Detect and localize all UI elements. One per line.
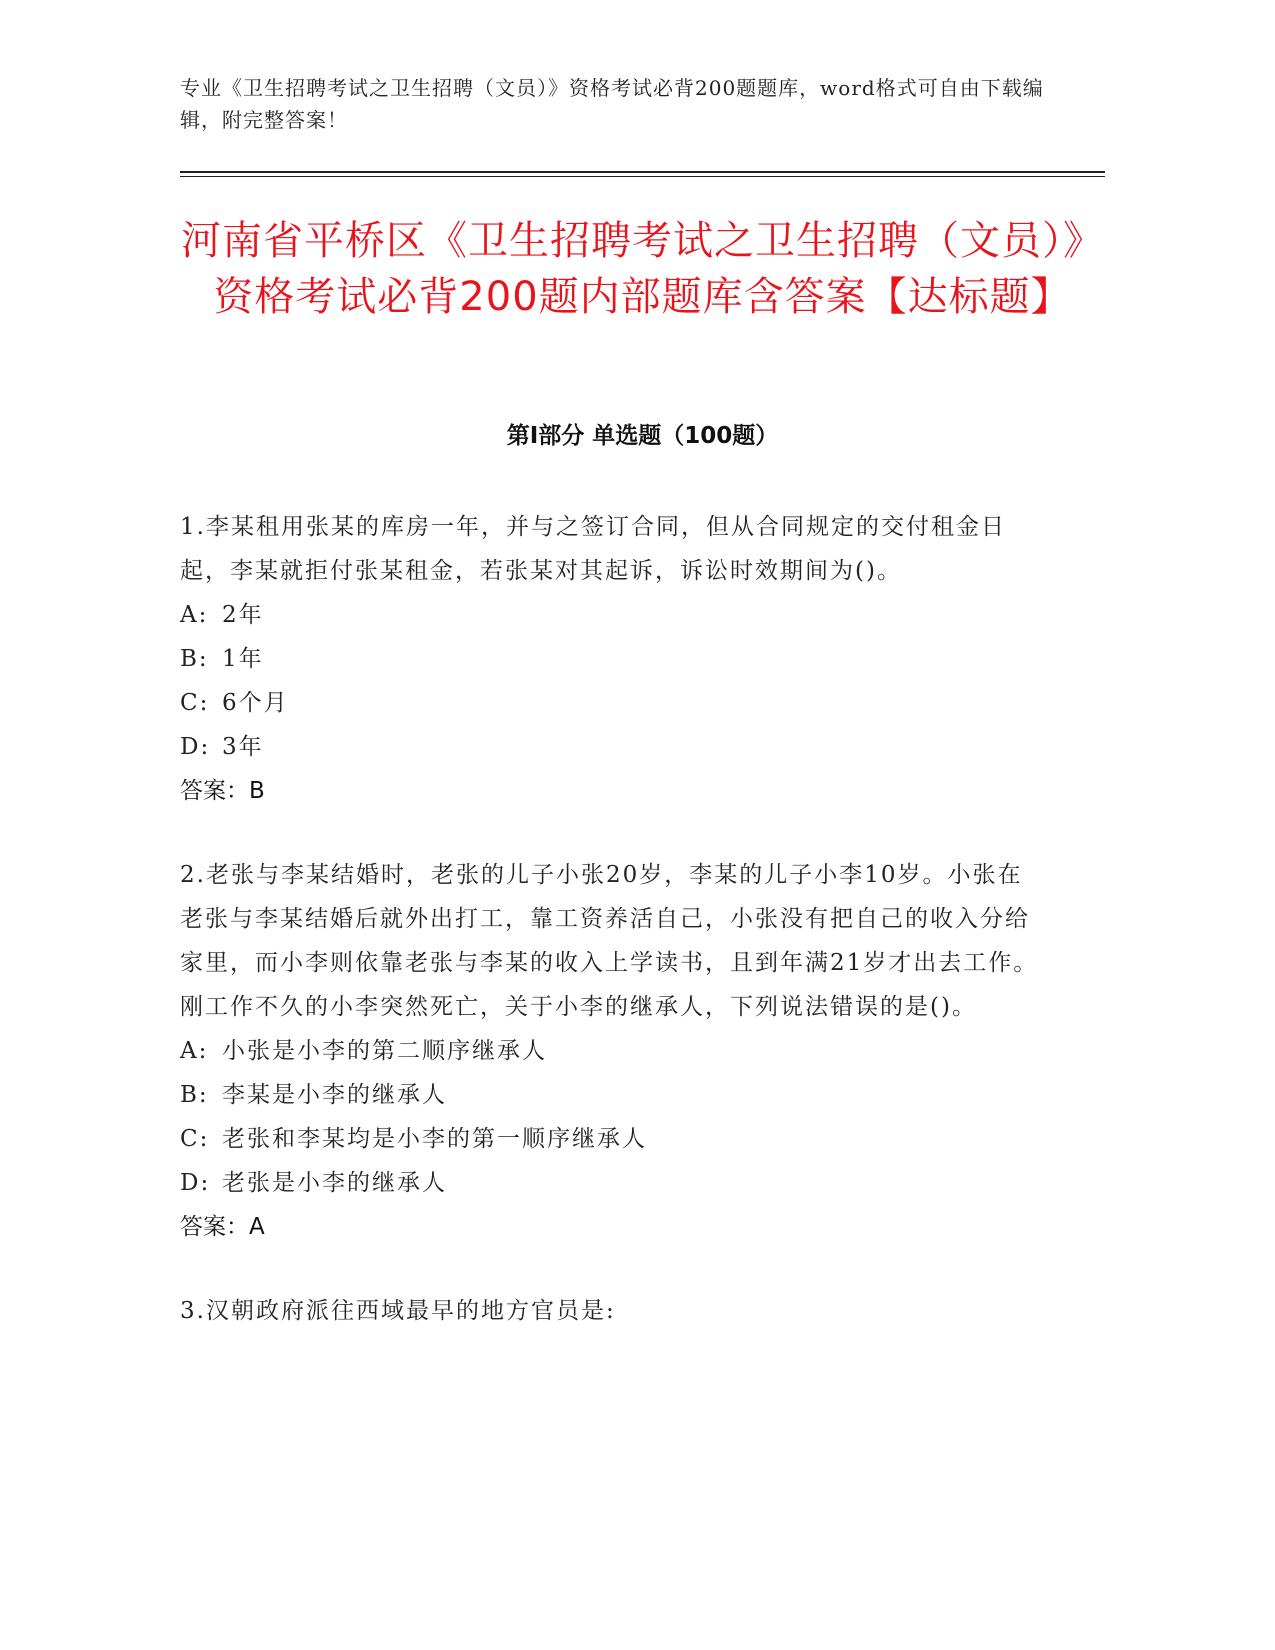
question-stem: 3.汉朝政府派往西域最早的地方官员是: [180,1298,616,1324]
option-text: 2年 [222,602,264,628]
option-b [180,637,1040,681]
question-1 [180,505,1040,813]
option-letter: A: [180,1038,209,1064]
section-heading: 第I部分 单选题（100题） [506,423,779,449]
option-text: 1年 [222,646,264,672]
option-text: 老张和李某均是小李的第一顺序继承人 [222,1126,647,1152]
option-letter: D: [180,734,211,760]
header-note: 专业《卫生招聘考试之卫生招聘（文员）》资格考试必背200题题库，word格式可自由下载编辑，附完整答案！ [180,76,1044,132]
header-divider-thick [180,171,1105,173]
header-divider-thin [180,176,1105,177]
option-d [180,1161,1040,1205]
option-d [180,725,1040,769]
option-c [180,1117,1040,1161]
question-stem: 1.李某租用张某的库房一年，并与之签订合同，但从合同规定的交付租金日起，李某就拒付张某租金，若张某对其起诉，诉讼时效期间为()。 [180,514,1006,584]
option-c [180,681,1040,725]
option-b [180,1073,1040,1117]
option-a [180,593,1040,637]
option-letter: D: [180,1170,211,1196]
option-text: 老张是小李的继承人 [222,1170,447,1196]
option-letter: B: [180,646,209,672]
option-text: 李某是小李的继承人 [222,1082,447,1108]
option-letter: C: [180,690,210,716]
option-text: 小张是小李的第二顺序继承人 [222,1038,547,1064]
option-letter: B: [180,1082,209,1108]
document-title: 河南省平桥区《卫生招聘考试之卫生招聘（文员）》资格考试必背200题内部题库含答案【达标题】 [181,218,1104,320]
question-stem: 2.老张与李某结婚时，老张的儿子小张20岁，李某的儿子小李10岁。小张在老张与李某结婚后就外出打工，靠工资养活自己，小张没有把自己的收入分给家里，而小李则依靠老张与李某的收入上学读书，且到年满21岁才出去工作。刚工作不久的小李突然死亡，关于小李的继承人，下列说法错误的是()。 [180,862,1039,1020]
question-2 [180,853,1040,1249]
option-text: 6个月 [222,690,289,716]
answer-line: 答案：B [180,778,265,804]
option-a [180,1029,1040,1073]
option-letter: C: [180,1126,210,1152]
option-text: 3年 [222,734,264,760]
option-letter: A: [180,602,209,628]
question-list [180,505,1040,1373]
answer-line: 答案：A [180,1214,265,1240]
question-3 [180,1289,1040,1333]
